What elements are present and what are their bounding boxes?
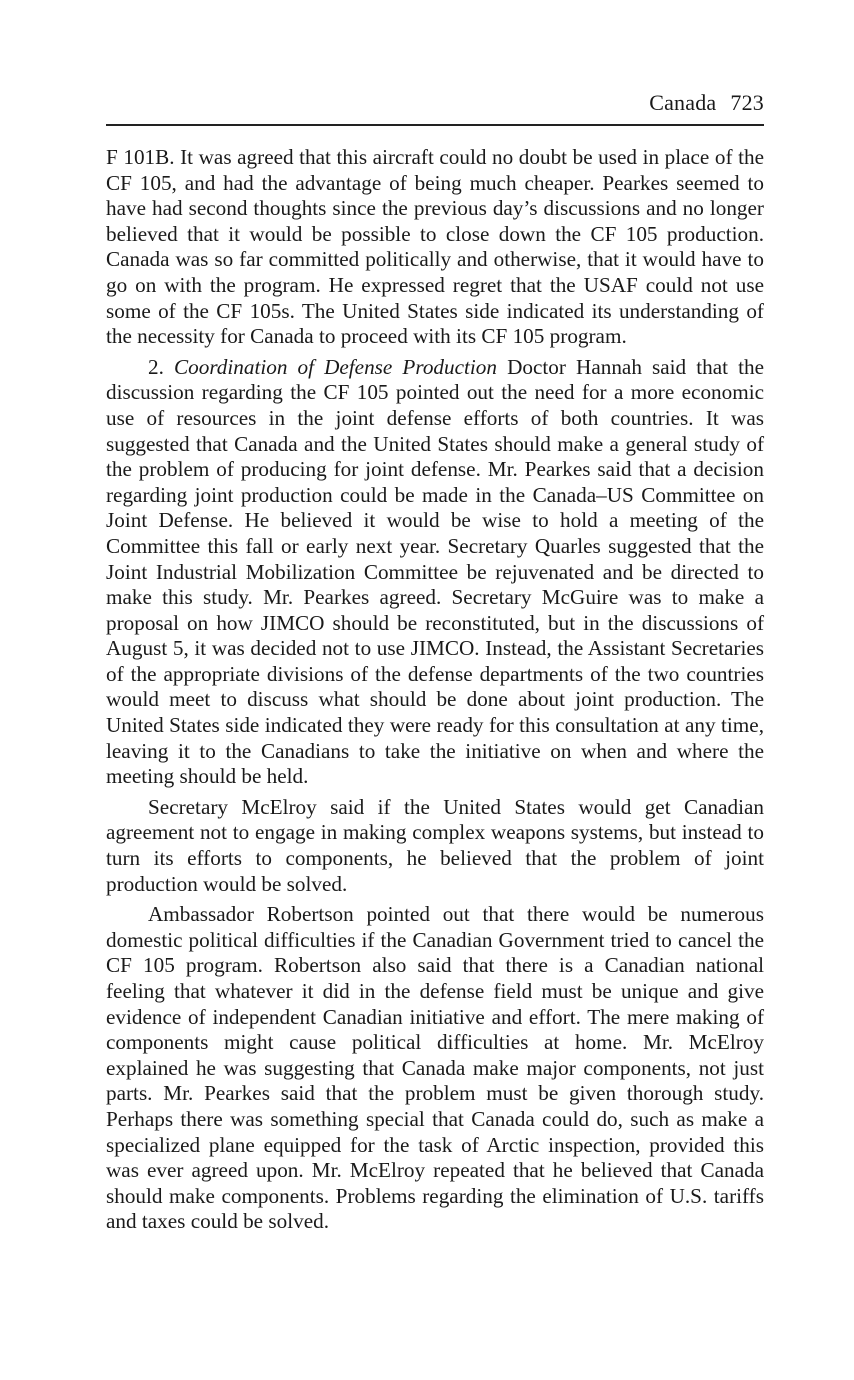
- section-title: Canada: [649, 90, 717, 115]
- paragraph-text: F 101B. It was agreed that this aircraft could no doubt be used in place of the CF 105, and had the advantage of being much cheaper. Pearkes seemed to have had second thoughts since the previous day’s discussions and no longer believed that it would be possible to close down the CF 105 production. Canada was so far committed politically and otherwise, that it would have to go on with the program. He expressed regret that the USAF could not use some of the CF 105s. The United States side indicated its understanding of the necessity for Canada to proceed with its CF 105 program.: [106, 145, 764, 349]
- paragraph-continuation: [106, 145, 764, 350]
- page-number: 723: [730, 90, 764, 115]
- running-header: [106, 88, 764, 126]
- paragraph-text: Ambassador Robertson pointed out that there would be numerous domestic political difficulties if the Canadian Government tried to cancel the CF 105 program. Robertson also said that there is a Canadian national feeling that whatever it did in the defense field must be unique and give evidence of independent Canadian initiative and effort. The mere making of components might cause political difficulties at home. Mr. McElroy explained he was suggesting that Canada make major components, not just parts. Mr. Pearkes said that the problem must be given thorough study. Perhaps there was something special that Canada could do, such as make a specialized plane equipped for the task of Arctic inspection, provided this was ever agreed upon. Mr. McElroy repeated that he believed that Canada should make components. Problems regarding the elimination of U.S. tariffs and taxes could be solved.: [106, 902, 764, 1234]
- paragraph-text: Doctor Hannah said that the discussion regarding the CF 105 pointed out the need for a more economic use of resources in the joint defense efforts of both countries. It was suggested that Canada and the United States should make a general study of the problem of producing for joint defense. Mr. Pearkes said that a decision regarding joint production could be made in the Canada–US Committee on Joint Defense. He believed it would be wise to hold a meeting of the Committee this fall or early next year. Secretary Quarles suggested that the Joint Industrial Mobilization Committee be rejuvenated and be directed to make this study. Mr. Pearkes agreed. Secretary McGuire was to make a proposal on how JIMCO should be reconstituted, but in the discussions of August 5, it was decided not to use JIMCO. Instead, the Assistant Secretaries of the appropriate divisions of the defense departments of the two countries would meet to discuss what should be done about joint production. The United States side indicated they were ready for this consultation at any time, leaving it to the Canadians to take the initiative on when and where the meeting should be held.: [106, 354, 765, 789]
- header-line: [649, 90, 764, 116]
- paragraph-mcelroy: [106, 795, 764, 897]
- paragraph-text: Secretary McElroy said if the United States would get Canadian agreement not to engage in making complex weapons systems, but instead to turn its efforts to components, he believed that the problem of joint production would be solved.: [106, 794, 764, 896]
- paragraph-heading: Coordination of Defense Production: [174, 354, 497, 379]
- paragraph-number: 2.: [148, 354, 164, 379]
- page-body: [106, 145, 764, 1235]
- paragraph-robertson: [106, 902, 764, 1235]
- paragraph-coordination-of-defense-production: [106, 355, 764, 790]
